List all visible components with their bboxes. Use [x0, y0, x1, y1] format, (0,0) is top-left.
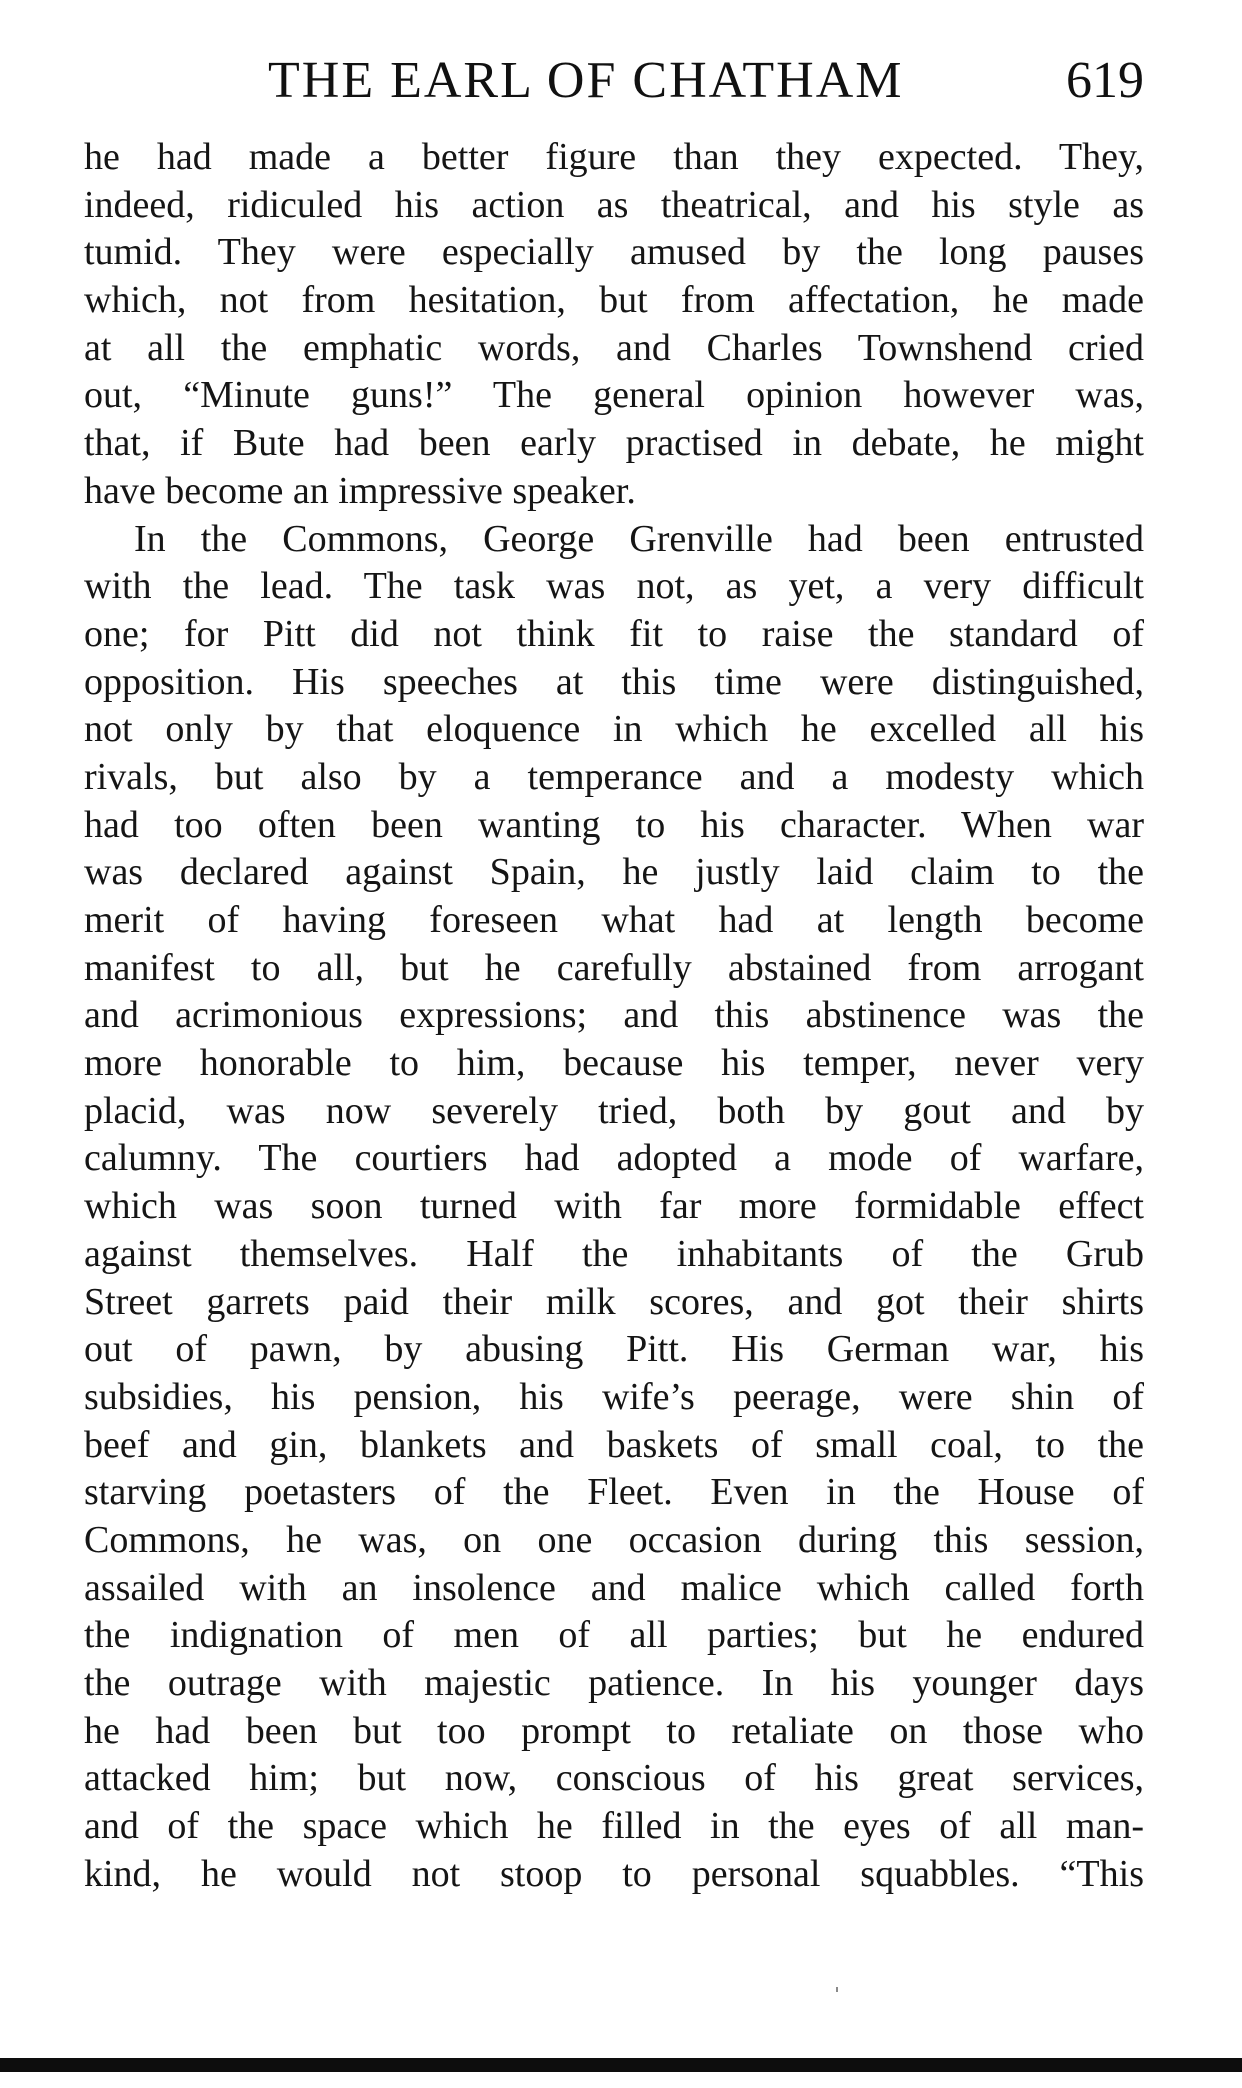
running-head: [268, 46, 1144, 116]
text-line: assailed with an insolence and malice which called forth: [84, 1566, 1144, 1609]
text-line: one; for Pitt did not think fit to raise the standard of: [84, 612, 1144, 655]
text-line: opposition. His speeches at this time were distinguished,: [84, 660, 1144, 703]
text-line: he had made a better figure than they expected. They,: [84, 136, 1144, 178]
text-line: starving poetasters of the Fleet. Even in the House of: [84, 1471, 1144, 1514]
text-line: more honorable to him, because his temper, never very: [84, 1042, 1144, 1085]
text-line: against themselves. Half the inhabitants of the Grub: [84, 1232, 1144, 1275]
text-line: he had been but too prompt to retaliate on those who: [84, 1709, 1144, 1752]
text-line: had too often been wanting to his character. When war: [84, 803, 1144, 846]
text-line: the indignation of men of all parties; but he endured: [84, 1614, 1144, 1657]
text-line: and acrimonious expressions; and this abstinence was the: [84, 994, 1144, 1037]
text-line: out of pawn, by abusing Pitt. His German war, his: [84, 1328, 1144, 1371]
text-line: at all the emphatic words, and Charles Townshend cried: [84, 326, 1144, 369]
text-line: Commons, he was, on one occasion during this session,: [84, 1518, 1144, 1561]
text-line: out, “Minute guns!” The general opinion however was,: [84, 374, 1144, 417]
text-line: placid, was now severely tried, both by gout and by: [84, 1089, 1144, 1132]
page-number: 619: [1066, 52, 1144, 109]
text-line: rivals, but also by a temperance and a modesty which: [84, 755, 1144, 798]
text-line: the outrage with majestic patience. In his younger days: [84, 1662, 1144, 1704]
text-line: manifest to all, but he carefully abstained from arrogant: [84, 946, 1144, 989]
running-title: THE EARL OF CHATHAM: [268, 52, 904, 109]
text-line: beef and gin, blankets and baskets of small coal, to the: [84, 1423, 1144, 1466]
text-line: indeed, ridiculed his action as theatrical, and his style as: [84, 183, 1144, 226]
text-line: subsidies, his pension, his wife’s peerage, were shin of: [84, 1375, 1144, 1418]
text-line: merit of having foreseen what had at length become: [84, 899, 1144, 941]
bottom-edge-rule: [0, 2058, 1242, 2072]
text-line: Street garrets paid their milk scores, and got their shirts: [84, 1280, 1144, 1323]
text-line: calumny. The courtiers had adopted a mode of warfare,: [84, 1137, 1144, 1180]
text-line: tumid. They were especially amused by the long pauses: [84, 231, 1144, 274]
text-line: and of the space which he filled in the eyes of all man-: [84, 1805, 1144, 1848]
text-line: which was soon turned with far more formidable effect: [84, 1185, 1144, 1228]
text-line: not only by that eloquence in which he excelled all his: [84, 708, 1144, 751]
text-line: attacked him; but now, conscious of his great services,: [84, 1757, 1144, 1800]
text-line: with the lead. The task was not, as yet, a very difficult: [84, 565, 1144, 608]
paragraph-end-line: have become an impressive speaker.: [84, 469, 636, 512]
body-text: [84, 134, 1144, 1914]
text-line: was declared against Spain, he justly laid claim to the: [84, 851, 1144, 894]
text-line: which, not from hesitation, but from affectation, he made: [84, 279, 1144, 322]
text-line: that, if Bute had been early practised in debate, he might: [84, 422, 1144, 465]
text-line: kind, he would not stoop to personal squabbles. “This: [84, 1852, 1144, 1895]
paragraph-start-line: In the Commons, George Grenville had been entrusted: [134, 517, 1144, 560]
print-speck: [836, 1987, 838, 1992]
